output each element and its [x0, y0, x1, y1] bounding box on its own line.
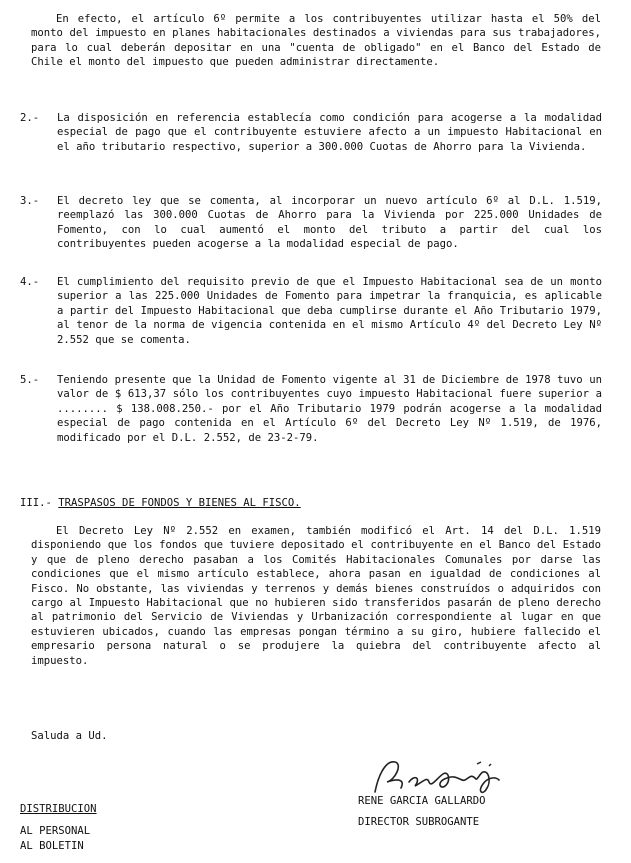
item-3-number: 3.-	[20, 195, 40, 207]
item-2-number: 2.-	[20, 112, 40, 124]
item-4-number: 4.-	[20, 276, 40, 288]
section-title: TRASPASOS DE FONDOS Y BIENES AL FISCO.	[58, 497, 301, 509]
item-5-text: Teniendo presente que la Unidad de Fomento vigente al 31 de Diciembre de 1978 tuvo un valor de $ 613,37 sólo los contribuyentes cuyo impuesto Habitacional fuere superior a ........ $ 138.008.250.- por el Año Tributario 1979 podrán acogerse a la modalidad especial de pago contenida en el Artículo 6º del Decreto Ley Nº 1.519, de 1976, modificado por el D.L. 2.552, de 23-2-79.	[57, 374, 609, 444]
signer-name: RENE GARCIA GALLARDO	[358, 795, 486, 807]
item-4-text: El cumplimiento del requisito previo de que el Impuesto Habitacional sea de un monto superior a las 225.000 Unidades de Fomento para impetrar la franquicia, es aplicable a partir del Impuesto Habitacional que deba cumplirse durante el Año Tributario 1979, al tenor de la norma de vigencia contenida en el mismo Artículo 4º del Decreto Ley Nº 2.552 que se comenta.	[57, 276, 609, 346]
closing-salutation: Saluda a Ud.	[31, 730, 108, 742]
intro-paragraph: En efecto, el artículo 6º permite a los contribuyentes utilizar hasta el 50% del monto del impuesto en planes habitacionales destinados a viviendas para sus trabajadores, para lo cual deberán depositar en una "cuenta de obligado" en el Banco del Estado de Chile el monto del impuesto que pueden administrar directamente.	[31, 13, 608, 69]
item-2-text: La disposición en referencia establecía como condición para acogerse a la modalidad especial de pago que el contribuyente estuviere afecto a un impuesto Habitacional en el año tributario respectivo, superior a 300.000 Cuotas de Ahorro para la Vivienda.	[57, 112, 609, 153]
section-heading	[20, 496, 301, 510]
item-3-text: El decreto ley que se comenta, al incorporar un nuevo artículo 6º al D.L. 1.519, reemplazó las 300.000 Cuotas de Ahorro para la Vivienda por 225.000 Unidades de Fomento, con lo cual aumentó el monto del tributo a partir del cual los contribuyentes pueden acogerse a la modalidad especial de pago.	[57, 195, 609, 251]
section-body: El Decreto Ley Nº 2.552 en examen, también modificó el Art. 14 del D.L. 1.519 disponiendo que los fondos que tuviere depositado el contribuyente en el Banco del Estado y que de pleno derecho pasaban a los Comités Habitacionales Comunales por darse las condiciones que el mismo artículo establece, ahora pasan en igualdad de condiciones al Fisco. No obstante, las viviendas y terrenos y demás bienes construídos o adquiridos con cargo al Impuesto Habitacional que no hubieren sido transferidos pasarán de pleno derecho al patrimonio del Servicio de Viviendas y Urbanización correspondiente al lugar en que estuvieren ubicados, cuando las empresas pongan término a su giro, hubiere fallecido el empresario persona natural o se produjere la quiebra del contribuyente afecto al impuesto.	[31, 525, 608, 667]
section-number: III.-	[20, 497, 52, 509]
distribution-title: DISTRIBUCION	[20, 803, 97, 815]
distribution-line: AL PERSONAL	[20, 825, 91, 837]
item-5-number: 5.-	[20, 374, 40, 386]
signer-role: DIRECTOR SUBROGANTE	[358, 816, 480, 828]
distribution-line: AL BOLETIN	[20, 840, 84, 852]
